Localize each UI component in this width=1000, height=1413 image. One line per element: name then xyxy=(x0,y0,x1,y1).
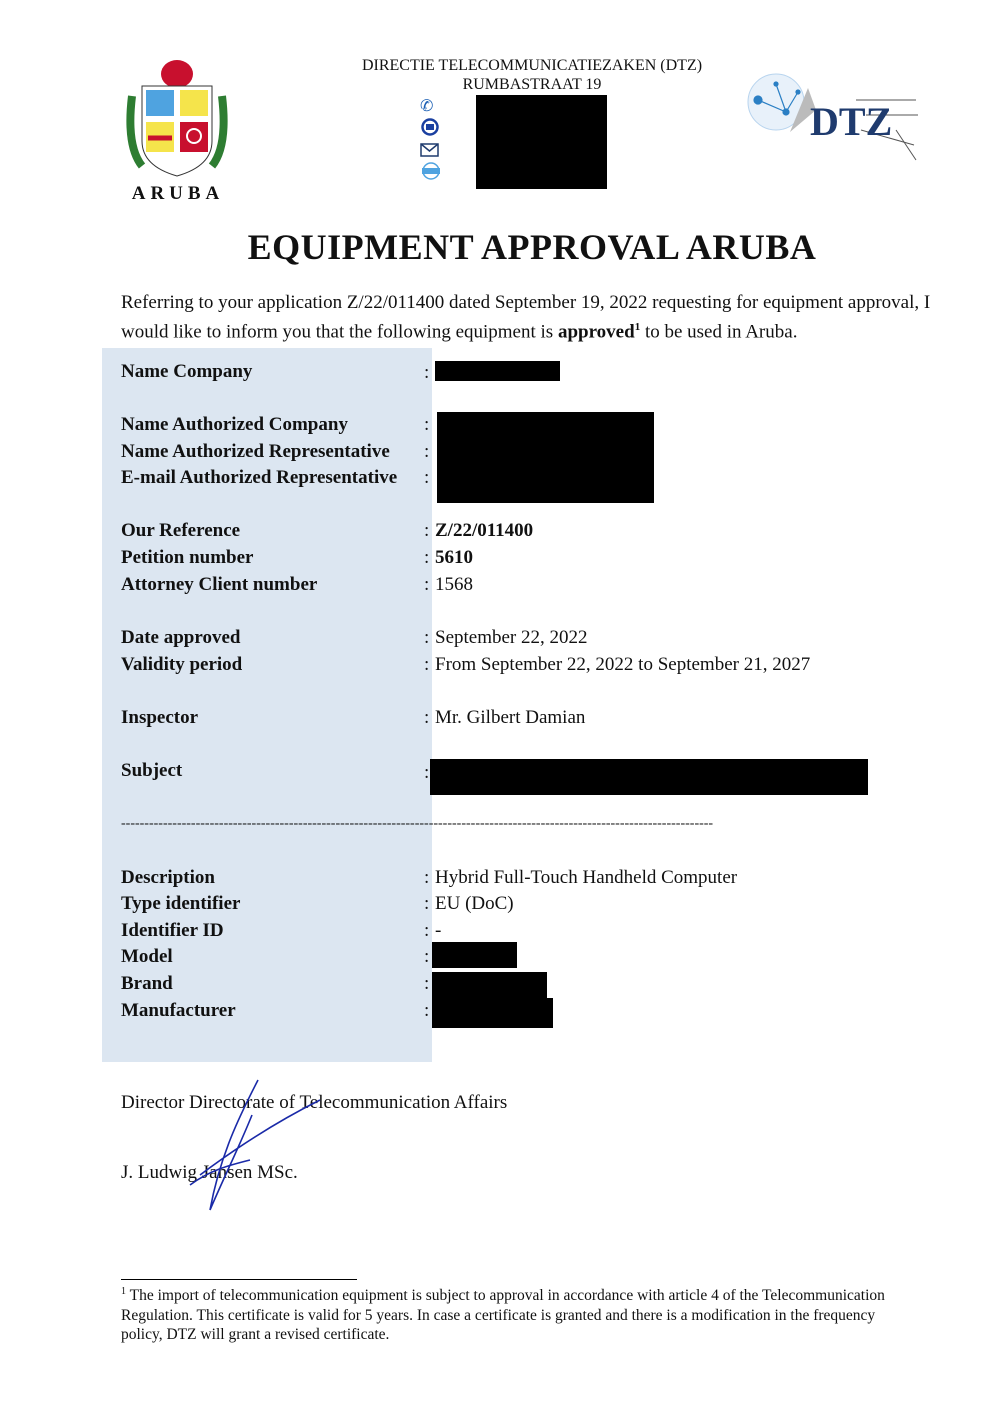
value-inspector: Mr. Gilbert Damian xyxy=(435,707,586,728)
sep: : xyxy=(424,574,430,595)
page-title: EQUIPMENT APPROVAL ARUBA xyxy=(247,227,817,267)
redacted-authorized-details xyxy=(437,412,654,503)
dtz-logo xyxy=(746,70,922,165)
value-attorney-client-number: 1568 xyxy=(435,574,473,595)
value-identifier-id: - xyxy=(435,920,442,941)
redacted-name-company xyxy=(435,361,560,381)
sep: : xyxy=(424,893,430,914)
label-petition-number: Petition number xyxy=(121,547,254,568)
footnote-ref: 1 xyxy=(634,321,641,333)
label-attorney-client-number: Attorney Client number xyxy=(121,574,318,595)
sep: : xyxy=(424,627,430,648)
fax-icon xyxy=(420,118,442,136)
sep: : xyxy=(424,1000,430,1021)
sep: : xyxy=(424,362,430,383)
value-our-reference: Z/22/011400 xyxy=(435,520,534,541)
sep: : xyxy=(424,762,430,783)
sep: : xyxy=(424,441,430,462)
redacted-brand xyxy=(432,972,547,999)
redacted-manufacturer xyxy=(432,998,553,1028)
label-type-identifier: Type identifier xyxy=(121,893,241,914)
intro-paragraph xyxy=(121,291,951,344)
intro-text: Referring to your application Z/22/011400 dated September 19, 2022 requesting for equipment approval, I would like to inform you that the following equipment is xyxy=(121,292,931,343)
sep: : xyxy=(424,920,430,941)
value-type-identifier: EU (DoC) xyxy=(435,893,514,914)
handwritten-signature xyxy=(180,1075,330,1215)
intro-approved: approved xyxy=(557,321,635,343)
value-validity-period: From September 22, 2022 to September 21, 2027 xyxy=(435,654,811,675)
label-subject: Subject xyxy=(121,760,183,781)
separator-line: ------------------------------------------------------------------------------------------------------------------------------- xyxy=(121,816,714,831)
sep: : xyxy=(424,946,430,967)
redacted-subject xyxy=(430,759,868,795)
footnote-mark: 1 xyxy=(121,1286,126,1297)
sep: : xyxy=(424,414,430,435)
sep: : xyxy=(424,654,430,675)
label-our-reference: Our Reference xyxy=(121,520,241,541)
dtz-logo-text: DTZ xyxy=(810,99,893,144)
sep: : xyxy=(424,707,430,728)
footnote-text: The import of telecommunication equipment is subject to approval in accordance with article 4 of the Telecommunication Regulation. This certificate is valid for 5 years. In case a certificate is granted and there is a modification in the frequency policy, DTZ will grant a revised certificate. xyxy=(121,1287,885,1344)
sep: : xyxy=(424,547,430,568)
aruba-coat-of-arms xyxy=(122,56,232,186)
sep: : xyxy=(424,867,430,888)
label-name-authorized-company: Name Authorized Company xyxy=(121,414,348,435)
aruba-caption: ARUBA xyxy=(131,183,225,204)
web-icon xyxy=(420,162,442,180)
label-name-company: Name Company xyxy=(121,361,253,382)
signatory-title: Director Directorate of Telecommunication Affairs xyxy=(121,1092,508,1113)
label-validity-period: Validity period xyxy=(121,654,243,675)
org-address: RUMBASTRAAT 19 xyxy=(462,76,602,93)
label-name-authorized-representative: Name Authorized Representative xyxy=(121,441,390,462)
redacted-contact-details xyxy=(476,95,607,189)
footnote-divider xyxy=(121,1279,357,1280)
label-inspector: Inspector xyxy=(121,707,199,728)
label-identifier-id: Identifier ID xyxy=(121,920,224,941)
value-petition-number: 5610 xyxy=(435,547,473,568)
org-name: DIRECTIE TELECOMMUNICATIEZAKEN (DTZ) xyxy=(361,57,703,74)
label-description: Description xyxy=(121,867,215,888)
signatory-name: J. Ludwig Jansen MSc. xyxy=(121,1162,298,1183)
footnote xyxy=(121,1282,911,1345)
intro-text-end: to be used in Aruba. xyxy=(640,321,798,343)
phone-icon: ✆ xyxy=(420,98,434,115)
label-brand: Brand xyxy=(121,973,173,994)
redacted-model xyxy=(432,942,517,968)
label-manufacturer: Manufacturer xyxy=(121,1000,236,1021)
label-model: Model xyxy=(121,946,173,967)
sep: : xyxy=(424,520,430,541)
label-date-approved: Date approved xyxy=(121,627,241,648)
mail-icon xyxy=(420,142,442,160)
sep: : xyxy=(424,467,430,488)
value-description: Hybrid Full-Touch Handheld Computer xyxy=(435,867,738,888)
sep: : xyxy=(424,973,430,994)
value-date-approved: September 22, 2022 xyxy=(435,627,588,648)
label-email-authorized-representative: E-mail Authorized Representative xyxy=(121,467,398,488)
